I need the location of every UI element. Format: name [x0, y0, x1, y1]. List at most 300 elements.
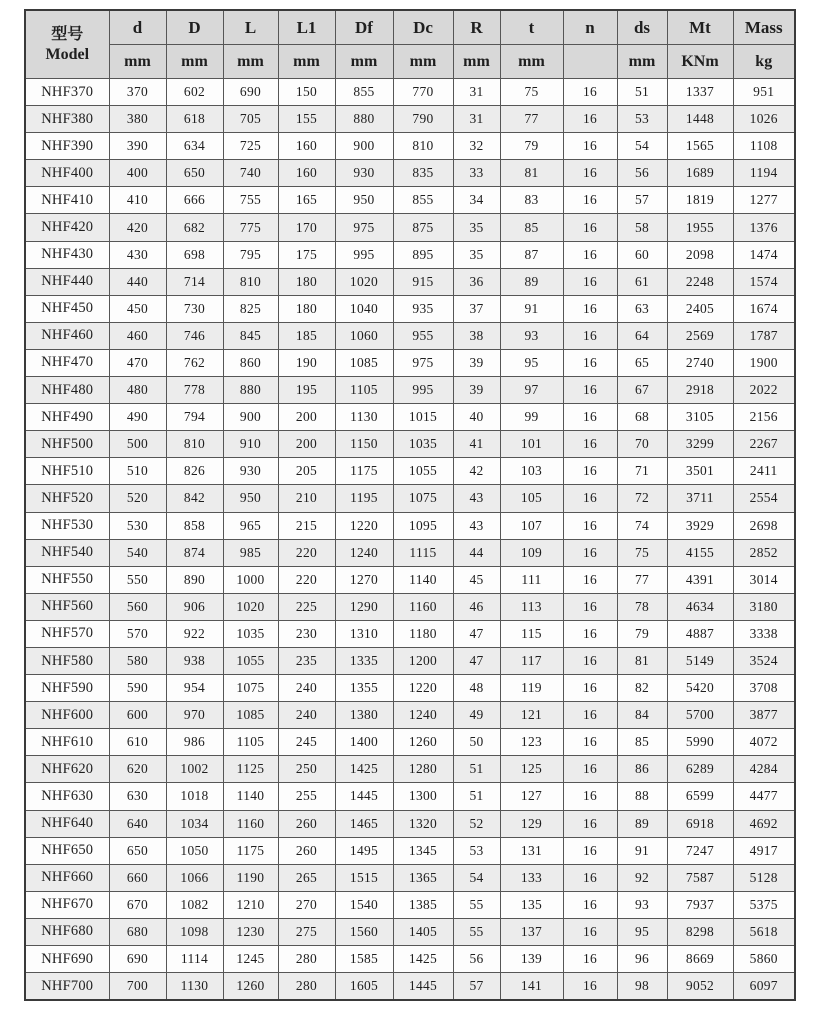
value-cell: 280 [278, 973, 335, 1001]
value-cell: 16 [563, 133, 617, 160]
value-cell: 97 [500, 377, 563, 404]
value-cell: 1405 [393, 918, 453, 945]
model-cell: NHF460 [25, 322, 109, 349]
value-cell: 380 [109, 106, 166, 133]
value-cell: 103 [500, 458, 563, 485]
col-header-L1: L1 [278, 10, 335, 45]
value-cell: 880 [335, 106, 393, 133]
table-row [25, 973, 795, 1001]
value-cell: 210 [278, 485, 335, 512]
value-cell: 890 [166, 566, 223, 593]
value-cell: 1035 [223, 620, 278, 647]
value-cell: 47 [453, 620, 500, 647]
model-cell: NHF430 [25, 241, 109, 268]
unit-L1: mm [278, 45, 335, 79]
value-cell: 125 [500, 756, 563, 783]
value-cell: 72 [617, 485, 667, 512]
table-row [25, 295, 795, 322]
value-cell: 1277 [733, 187, 795, 214]
value-cell: 200 [278, 431, 335, 458]
value-cell: 1114 [166, 946, 223, 973]
value-cell: 111 [500, 566, 563, 593]
value-cell: 56 [453, 946, 500, 973]
table-row [25, 160, 795, 187]
value-cell: 3299 [667, 431, 733, 458]
value-cell: 77 [617, 566, 667, 593]
value-cell: 39 [453, 349, 500, 376]
value-cell: 1075 [223, 675, 278, 702]
unit-Mass: kg [733, 45, 795, 79]
table-row [25, 106, 795, 133]
table-row [25, 539, 795, 566]
value-cell: 845 [223, 322, 278, 349]
value-cell: 1230 [223, 918, 278, 945]
value-cell: 1095 [393, 512, 453, 539]
value-cell: 45 [453, 566, 500, 593]
value-cell: 79 [617, 620, 667, 647]
value-cell: 500 [109, 431, 166, 458]
value-cell: 40 [453, 404, 500, 431]
value-cell: 618 [166, 106, 223, 133]
value-cell: 4477 [733, 783, 795, 810]
value-cell: 1787 [733, 322, 795, 349]
value-cell: 1448 [667, 106, 733, 133]
unit-L: mm [223, 45, 278, 79]
value-cell: 1220 [393, 675, 453, 702]
model-cell: NHF610 [25, 729, 109, 756]
value-cell: 1018 [166, 783, 223, 810]
value-cell: 1425 [393, 946, 453, 973]
value-cell: 121 [500, 702, 563, 729]
value-cell: 127 [500, 783, 563, 810]
table-row [25, 620, 795, 647]
value-cell: 55 [453, 918, 500, 945]
model-cell: NHF580 [25, 647, 109, 674]
value-cell: 5375 [733, 891, 795, 918]
value-cell: 275 [278, 918, 335, 945]
value-cell: 86 [617, 756, 667, 783]
value-cell: 139 [500, 946, 563, 973]
value-cell: 84 [617, 702, 667, 729]
value-cell: 1108 [733, 133, 795, 160]
table-row [25, 647, 795, 674]
value-cell: 1034 [166, 810, 223, 837]
value-cell: 1040 [335, 295, 393, 322]
value-cell: 91 [500, 295, 563, 322]
model-header-cn: 型号 [51, 25, 84, 43]
value-cell: 810 [166, 431, 223, 458]
value-cell: 430 [109, 241, 166, 268]
value-cell: 420 [109, 214, 166, 241]
value-cell: 129 [500, 810, 563, 837]
value-cell: 117 [500, 647, 563, 674]
value-cell: 775 [223, 214, 278, 241]
model-cell: NHF370 [25, 79, 109, 106]
model-cell: NHF680 [25, 918, 109, 945]
model-cell: NHF520 [25, 485, 109, 512]
value-cell: 1260 [393, 729, 453, 756]
value-cell: 2569 [667, 322, 733, 349]
value-cell: 1020 [223, 593, 278, 620]
value-cell: 700 [109, 973, 166, 1001]
value-cell: 620 [109, 756, 166, 783]
value-cell: 16 [563, 620, 617, 647]
value-cell: 155 [278, 106, 335, 133]
table-row [25, 349, 795, 376]
value-cell: 1290 [335, 593, 393, 620]
value-cell: 170 [278, 214, 335, 241]
value-cell: 1560 [335, 918, 393, 945]
value-cell: 490 [109, 404, 166, 431]
value-cell: 31 [453, 106, 500, 133]
value-cell: 3180 [733, 593, 795, 620]
model-cell: NHF600 [25, 702, 109, 729]
value-cell: 99 [500, 404, 563, 431]
model-column-header [25, 10, 109, 79]
value-cell: 3524 [733, 647, 795, 674]
model-cell: NHF450 [25, 295, 109, 322]
value-cell: 175 [278, 241, 335, 268]
value-cell: 714 [166, 268, 223, 295]
value-cell: 875 [393, 214, 453, 241]
value-cell: 1175 [335, 458, 393, 485]
value-cell: 955 [393, 322, 453, 349]
value-cell: 790 [393, 106, 453, 133]
value-cell: 43 [453, 512, 500, 539]
value-cell: 1310 [335, 620, 393, 647]
value-cell: 1465 [335, 810, 393, 837]
value-cell: 570 [109, 620, 166, 647]
value-cell: 1098 [166, 918, 223, 945]
value-cell: 995 [393, 377, 453, 404]
value-cell: 1130 [166, 973, 223, 1001]
value-cell: 650 [109, 837, 166, 864]
value-cell: 34 [453, 187, 500, 214]
value-cell: 630 [109, 783, 166, 810]
value-cell: 245 [278, 729, 335, 756]
model-cell: NHF630 [25, 783, 109, 810]
value-cell: 1055 [223, 647, 278, 674]
value-cell: 16 [563, 377, 617, 404]
value-cell: 6289 [667, 756, 733, 783]
value-cell: 1270 [335, 566, 393, 593]
value-cell: 113 [500, 593, 563, 620]
value-cell: 1015 [393, 404, 453, 431]
value-cell: 634 [166, 133, 223, 160]
value-cell: 906 [166, 593, 223, 620]
value-cell: 5618 [733, 918, 795, 945]
value-cell: 38 [453, 322, 500, 349]
value-cell: 74 [617, 512, 667, 539]
value-cell: 1445 [393, 973, 453, 1001]
value-cell: 1474 [733, 241, 795, 268]
value-cell: 1574 [733, 268, 795, 295]
header-label-row [25, 10, 795, 45]
table-row [25, 756, 795, 783]
value-cell: 986 [166, 729, 223, 756]
model-cell: NHF510 [25, 458, 109, 485]
table-row [25, 485, 795, 512]
value-cell: 370 [109, 79, 166, 106]
value-cell: 580 [109, 647, 166, 674]
value-cell: 65 [617, 349, 667, 376]
value-cell: 725 [223, 133, 278, 160]
value-cell: 83 [500, 187, 563, 214]
value-cell: 82 [617, 675, 667, 702]
value-cell: 32 [453, 133, 500, 160]
value-cell: 1365 [393, 864, 453, 891]
value-cell: 70 [617, 431, 667, 458]
value-cell: 150 [278, 79, 335, 106]
value-cell: 2852 [733, 539, 795, 566]
value-cell: 107 [500, 512, 563, 539]
value-cell: 52 [453, 810, 500, 837]
value-cell: 1260 [223, 973, 278, 1001]
model-cell: NHF650 [25, 837, 109, 864]
value-cell: 16 [563, 946, 617, 973]
value-cell: 195 [278, 377, 335, 404]
value-cell: 2740 [667, 349, 733, 376]
value-cell: 778 [166, 377, 223, 404]
table-row [25, 946, 795, 973]
model-cell: NHF380 [25, 106, 109, 133]
value-cell: 954 [166, 675, 223, 702]
table-row [25, 593, 795, 620]
value-cell: 746 [166, 322, 223, 349]
value-cell: 260 [278, 810, 335, 837]
col-header-d: d [109, 10, 166, 45]
value-cell: 1002 [166, 756, 223, 783]
value-cell: 1140 [393, 566, 453, 593]
value-cell: 602 [166, 79, 223, 106]
value-cell: 131 [500, 837, 563, 864]
value-cell: 2248 [667, 268, 733, 295]
value-cell: 670 [109, 891, 166, 918]
value-cell: 16 [563, 918, 617, 945]
model-cell: NHF640 [25, 810, 109, 837]
value-cell: 1190 [223, 864, 278, 891]
value-cell: 16 [563, 241, 617, 268]
value-cell: 31 [453, 79, 500, 106]
value-cell: 1425 [335, 756, 393, 783]
value-cell: 93 [500, 322, 563, 349]
value-cell: 105 [500, 485, 563, 512]
value-cell: 16 [563, 756, 617, 783]
value-cell: 255 [278, 783, 335, 810]
table-row [25, 322, 795, 349]
value-cell: 98 [617, 973, 667, 1001]
value-cell: 89 [617, 810, 667, 837]
value-cell: 123 [500, 729, 563, 756]
table-row [25, 810, 795, 837]
value-cell: 71 [617, 458, 667, 485]
value-cell: 190 [278, 349, 335, 376]
col-header-t: t [500, 10, 563, 45]
value-cell: 970 [166, 702, 223, 729]
value-cell: 1000 [223, 566, 278, 593]
value-cell: 410 [109, 187, 166, 214]
value-cell: 7247 [667, 837, 733, 864]
value-cell: 842 [166, 485, 223, 512]
value-cell: 1540 [335, 891, 393, 918]
value-cell: 16 [563, 187, 617, 214]
table-row [25, 214, 795, 241]
value-cell: 3338 [733, 620, 795, 647]
model-cell: NHF480 [25, 377, 109, 404]
value-cell: 951 [733, 79, 795, 106]
value-cell: 2918 [667, 377, 733, 404]
value-cell: 730 [166, 295, 223, 322]
value-cell: 41 [453, 431, 500, 458]
value-cell: 975 [335, 214, 393, 241]
value-cell: 4887 [667, 620, 733, 647]
value-cell: 1337 [667, 79, 733, 106]
value-cell: 44 [453, 539, 500, 566]
value-cell: 2267 [733, 431, 795, 458]
value-cell: 1055 [393, 458, 453, 485]
value-cell: 1320 [393, 810, 453, 837]
value-cell: 77 [500, 106, 563, 133]
value-cell: 660 [109, 864, 166, 891]
model-cell: NHF500 [25, 431, 109, 458]
model-cell: NHF570 [25, 620, 109, 647]
value-cell: 16 [563, 973, 617, 1001]
unit-t: mm [500, 45, 563, 79]
value-cell: 1240 [393, 702, 453, 729]
table-body [25, 79, 795, 1001]
col-header-L: L [223, 10, 278, 45]
value-cell: 705 [223, 106, 278, 133]
value-cell: 87 [500, 241, 563, 268]
value-cell: 37 [453, 295, 500, 322]
value-cell: 995 [335, 241, 393, 268]
model-cell: NHF390 [25, 133, 109, 160]
value-cell: 5149 [667, 647, 733, 674]
value-cell: 1900 [733, 349, 795, 376]
header-unit-row [25, 45, 795, 79]
value-cell: 35 [453, 241, 500, 268]
value-cell: 740 [223, 160, 278, 187]
value-cell: 860 [223, 349, 278, 376]
model-cell: NHF490 [25, 404, 109, 431]
table-row [25, 377, 795, 404]
table-row [25, 187, 795, 214]
value-cell: 215 [278, 512, 335, 539]
value-cell: 4634 [667, 593, 733, 620]
value-cell: 109 [500, 539, 563, 566]
unit-Dc: mm [393, 45, 453, 79]
value-cell: 16 [563, 675, 617, 702]
value-cell: 795 [223, 241, 278, 268]
value-cell: 55 [453, 891, 500, 918]
value-cell: 78 [617, 593, 667, 620]
value-cell: 1689 [667, 160, 733, 187]
value-cell: 1150 [335, 431, 393, 458]
value-cell: 16 [563, 539, 617, 566]
value-cell: 540 [109, 539, 166, 566]
table-row [25, 431, 795, 458]
value-cell: 4072 [733, 729, 795, 756]
value-cell: 826 [166, 458, 223, 485]
value-cell: 755 [223, 187, 278, 214]
value-cell: 1026 [733, 106, 795, 133]
value-cell: 260 [278, 837, 335, 864]
value-cell: 400 [109, 160, 166, 187]
value-cell: 230 [278, 620, 335, 647]
model-cell: NHF620 [25, 756, 109, 783]
value-cell: 58 [617, 214, 667, 241]
value-cell: 1180 [393, 620, 453, 647]
value-cell: 220 [278, 566, 335, 593]
value-cell: 1515 [335, 864, 393, 891]
model-cell: NHF440 [25, 268, 109, 295]
model-header-en: Model [45, 45, 90, 63]
value-cell: 650 [166, 160, 223, 187]
col-header-Dc: Dc [393, 10, 453, 45]
value-cell: 16 [563, 783, 617, 810]
value-cell: 6097 [733, 973, 795, 1001]
value-cell: 5700 [667, 702, 733, 729]
value-cell: 390 [109, 133, 166, 160]
value-cell: 200 [278, 404, 335, 431]
value-cell: 101 [500, 431, 563, 458]
value-cell: 8669 [667, 946, 733, 973]
value-cell: 180 [278, 295, 335, 322]
value-cell: 95 [617, 918, 667, 945]
value-cell: 935 [393, 295, 453, 322]
value-cell: 1300 [393, 783, 453, 810]
value-cell: 835 [393, 160, 453, 187]
value-cell: 16 [563, 837, 617, 864]
model-cell: NHF700 [25, 973, 109, 1001]
col-header-D: D [166, 10, 223, 45]
value-cell: 141 [500, 973, 563, 1001]
value-cell: 96 [617, 946, 667, 973]
value-cell: 5990 [667, 729, 733, 756]
value-cell: 5420 [667, 675, 733, 702]
value-cell: 4155 [667, 539, 733, 566]
unit-R: mm [453, 45, 500, 79]
value-cell: 1140 [223, 783, 278, 810]
value-cell: 16 [563, 729, 617, 756]
model-cell: NHF590 [25, 675, 109, 702]
table-row [25, 729, 795, 756]
value-cell: 900 [223, 404, 278, 431]
value-cell: 1380 [335, 702, 393, 729]
value-cell: 1445 [335, 783, 393, 810]
value-cell: 666 [166, 187, 223, 214]
value-cell: 8298 [667, 918, 733, 945]
table-row [25, 566, 795, 593]
value-cell: 1085 [335, 349, 393, 376]
model-cell: NHF550 [25, 566, 109, 593]
value-cell: 137 [500, 918, 563, 945]
value-cell: 185 [278, 322, 335, 349]
value-cell: 36 [453, 268, 500, 295]
value-cell: 16 [563, 322, 617, 349]
value-cell: 60 [617, 241, 667, 268]
value-cell: 1105 [335, 377, 393, 404]
value-cell: 43 [453, 485, 500, 512]
value-cell: 950 [335, 187, 393, 214]
value-cell: 16 [563, 647, 617, 674]
table-row [25, 837, 795, 864]
table-row [25, 458, 795, 485]
value-cell: 93 [617, 891, 667, 918]
value-cell: 2698 [733, 512, 795, 539]
table-row [25, 783, 795, 810]
value-cell: 460 [109, 322, 166, 349]
